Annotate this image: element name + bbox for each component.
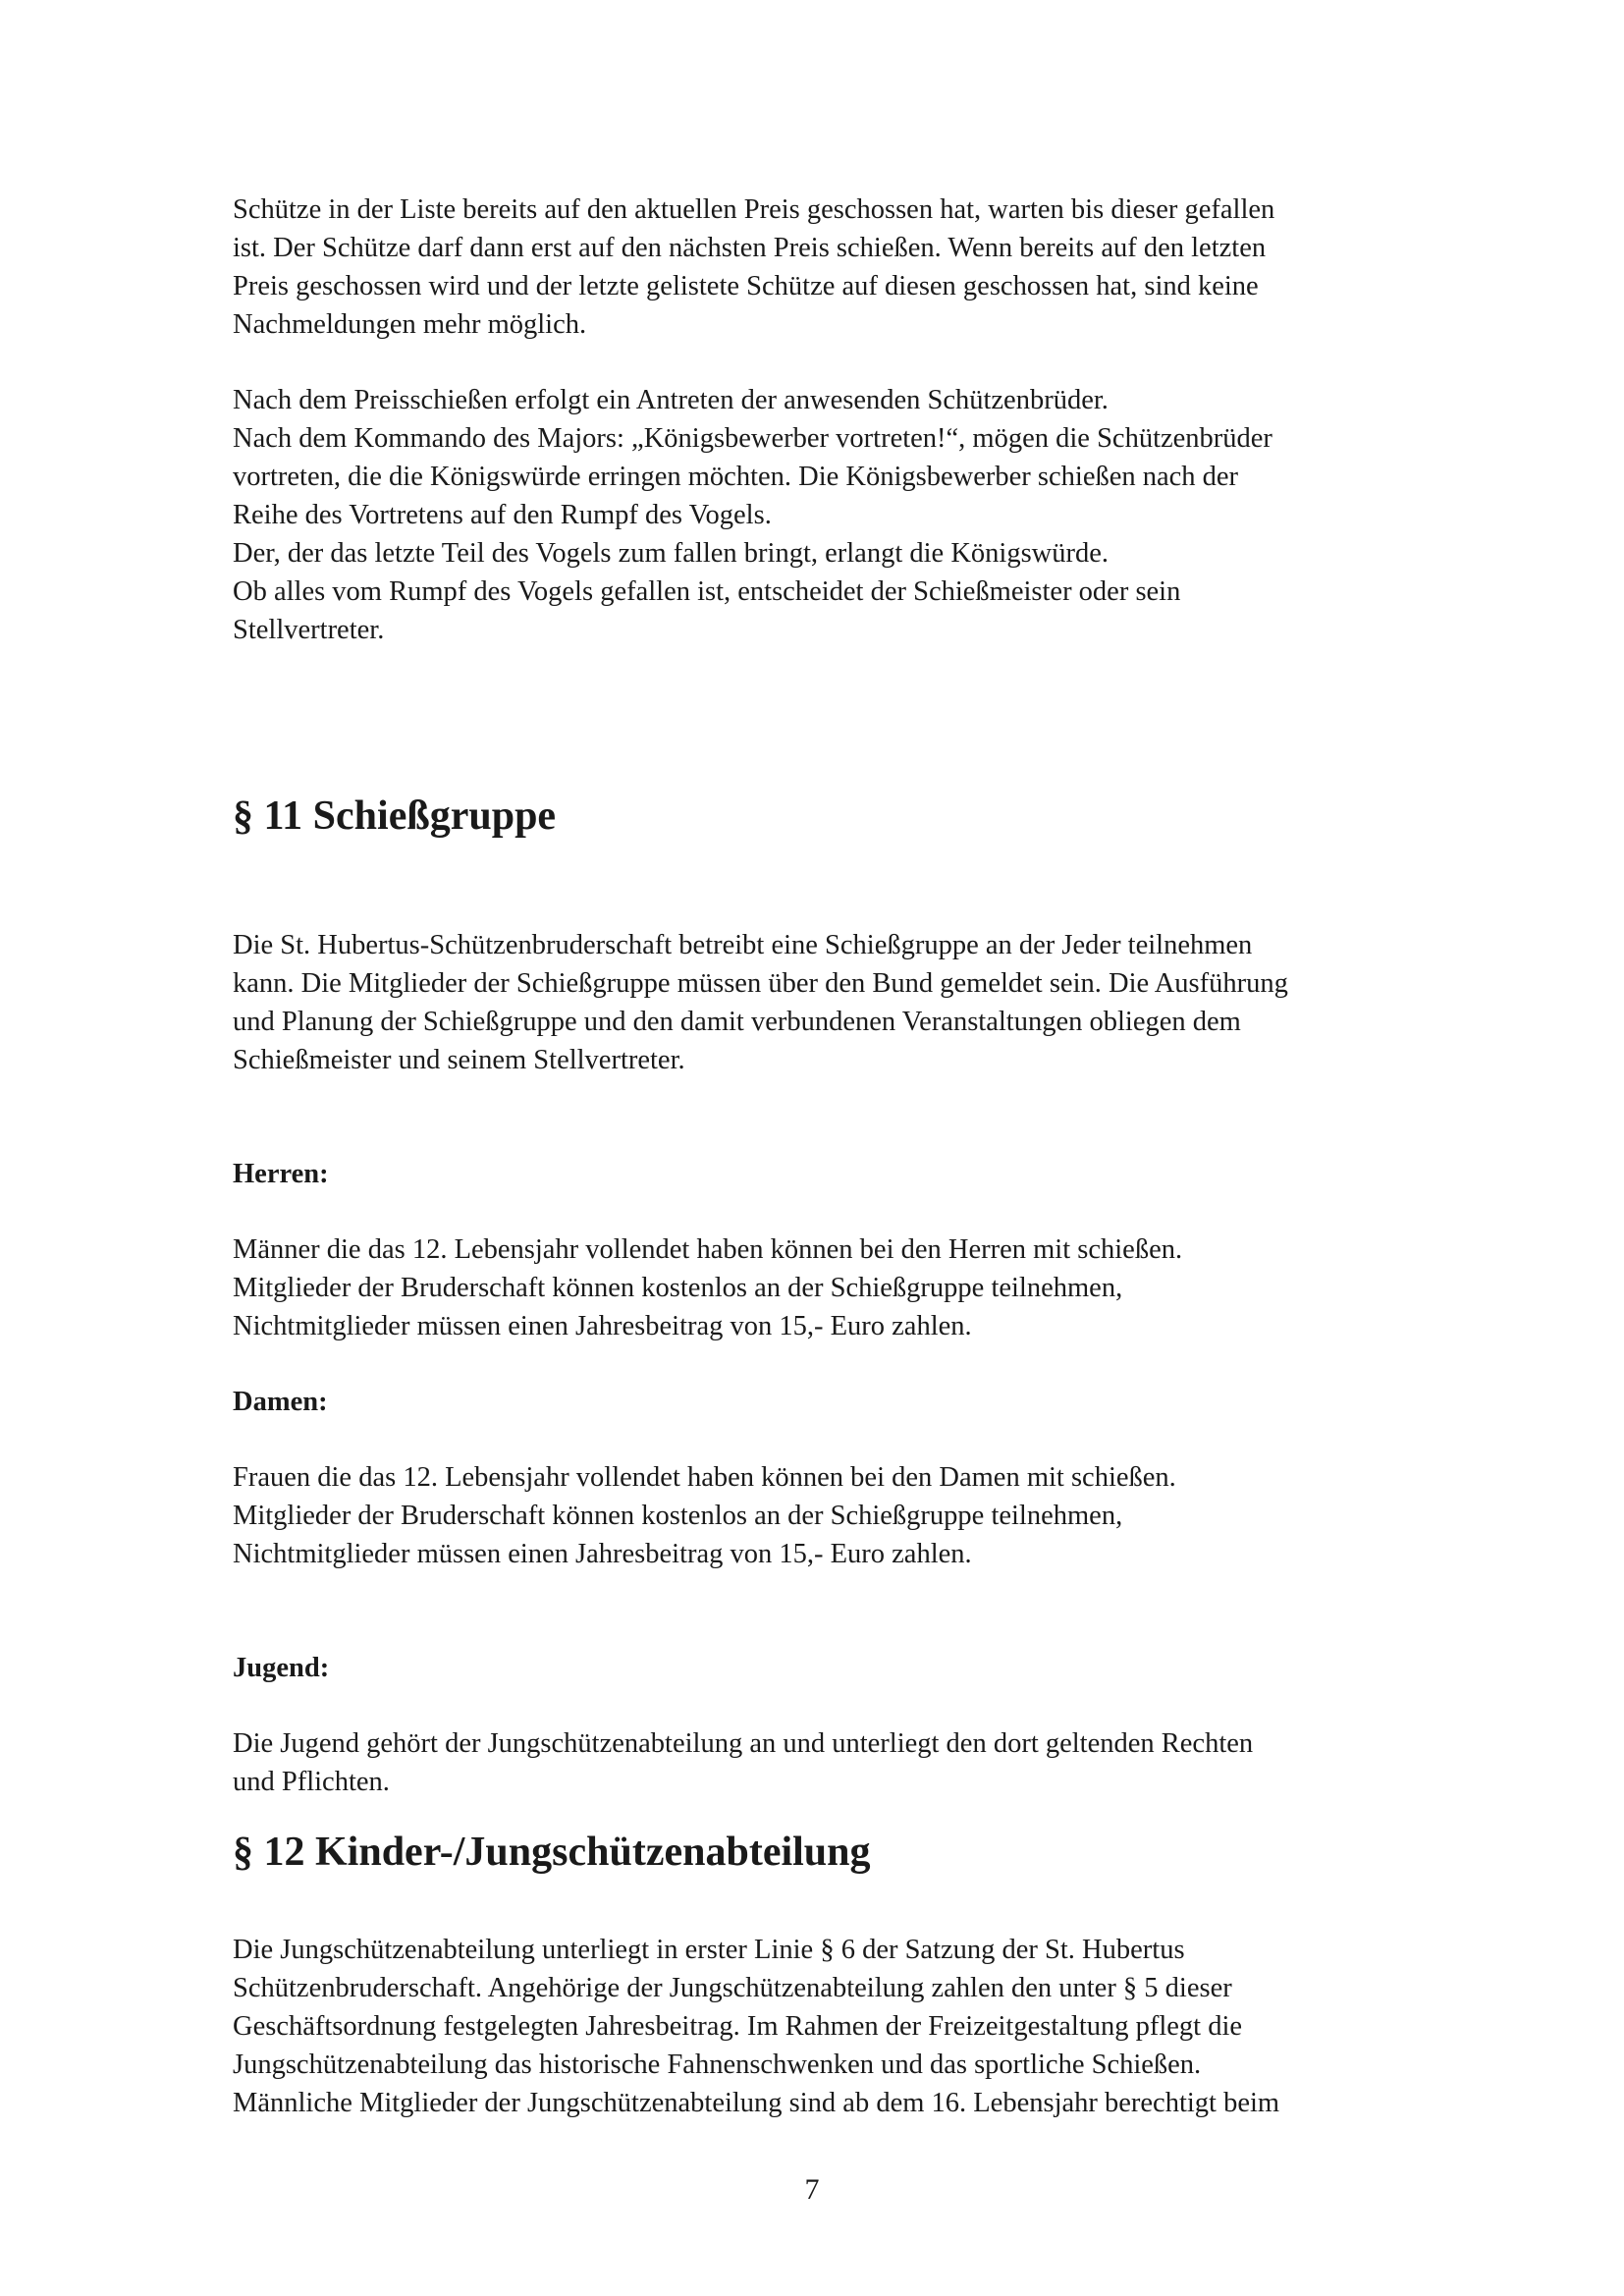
- page-content: [233, 191, 1489, 2122]
- text-line: und Planung der Schießgruppe und den damit verbundenen Veranstaltungen obliegen dem: [233, 1007, 1241, 1037]
- text-line: Reihe des Vortretens auf den Rumpf des Vogels.: [233, 500, 772, 530]
- text-line: Nach dem Preisschießen erfolgt ein Antreten der anwesenden Schützenbrüder.: [233, 385, 1109, 415]
- text-line: Der, der das letzte Teil des Vogels zum fallen bringt, erlangt die Königswürde.: [233, 538, 1110, 569]
- text-line: Männer die das 12. Lebensjahr vollendet haben können bei den Herren mit schießen.: [233, 1234, 1183, 1265]
- text-line: Nach dem Kommando des Majors: „Königsbewerber vortreten!“, mögen die Schützenbrüder: [233, 423, 1272, 454]
- text-line: Schütze in der Liste bereits auf den aktuellen Preis geschossen hat, warten bis dieser gefallen: [233, 194, 1275, 225]
- text-line: vortreten, die die Königswürde erringen möchten. Die Königsbewerber schießen nach der: [233, 462, 1239, 492]
- text-line: Nachmeldungen mehr möglich.: [233, 309, 587, 340]
- herren-subheading: Herren:: [233, 1159, 329, 1189]
- text-line: Jungschützenabteilung das historische Fahnenschwenken und das sportliche Schießen.: [233, 2050, 1202, 2080]
- text-line: Ob alles vom Rumpf des Vogels gefallen ist, entscheidet der Schießmeister oder sein: [233, 576, 1181, 607]
- intro-paragraph-1: [233, 191, 1489, 344]
- page-number: 7: [804, 2173, 820, 2206]
- text-line: Männliche Mitglieder der Jungschützenabteilung sind ab dem 16. Lebensjahr berechtigt beim: [233, 2088, 1280, 2118]
- section-12-paragraph: [233, 1931, 1489, 2122]
- damen-subheading: Damen:: [233, 1387, 328, 1417]
- text-line: Mitglieder der Bruderschaft können kostenlos an der Schießgruppe teilnehmen,: [233, 1501, 1123, 1531]
- damen-paragraph: [233, 1458, 1489, 1573]
- text-line: Schießmeister und seinem Stellvertreter.: [233, 1045, 685, 1075]
- section-12-heading: § 12 Kinder-/Jungschützenabteilung: [233, 1830, 871, 1875]
- jugend-subheading: Jugend:: [233, 1653, 330, 1683]
- text-line: Frauen die das 12. Lebensjahr vollendet haben können bei den Damen mit schießen.: [233, 1462, 1176, 1493]
- text-line: Nichtmitglieder müssen einen Jahresbeitrag von 15,- Euro zahlen.: [233, 1539, 972, 1569]
- text-line: Mitglieder der Bruderschaft können kostenlos an der Schießgruppe teilnehmen,: [233, 1273, 1123, 1303]
- text-line: Die Jugend gehört der Jungschützenabteilung an und unterliegt den dort geltenden Rechten: [233, 1728, 1254, 1759]
- text-line: Geschäftsordnung festgelegten Jahresbeitrag. Im Rahmen der Freizeitgestaltung pflegt die: [233, 2011, 1243, 2042]
- text-line: kann. Die Mitglieder der Schießgruppe müssen über den Bund gemeldet sein. Die Ausführung: [233, 968, 1288, 999]
- section-11-paragraph: [233, 926, 1489, 1079]
- text-line: Stellvertreter.: [233, 615, 385, 645]
- herren-paragraph: [233, 1230, 1489, 1345]
- intro-paragraph-2: [233, 381, 1489, 649]
- text-line: Die St. Hubertus-Schützenbruderschaft betreibt eine Schießgruppe an der Jeder teilnehmen: [233, 930, 1253, 960]
- text-line: Preis geschossen wird und der letzte gelistete Schütze auf diesen geschossen hat, sind keine: [233, 271, 1259, 301]
- text-line: ist. Der Schütze darf dann erst auf den nächsten Preis schießen. Wenn bereits auf den letzten: [233, 233, 1267, 263]
- jugend-paragraph: [233, 1724, 1489, 1801]
- section-11-heading: § 11 Schießgruppe: [233, 793, 557, 839]
- text-line: und Pflichten.: [233, 1767, 390, 1797]
- text-line: Schützenbruderschaft. Angehörige der Jungschützenabteilung zahlen den unter § 5 dieser: [233, 1973, 1232, 2003]
- text-line: Die Jungschützenabteilung unterliegt in erster Linie § 6 der Satzung der St. Hubertus: [233, 1935, 1185, 1965]
- text-line: Nichtmitglieder müssen einen Jahresbeitrag von 15,- Euro zahlen.: [233, 1311, 972, 1341]
